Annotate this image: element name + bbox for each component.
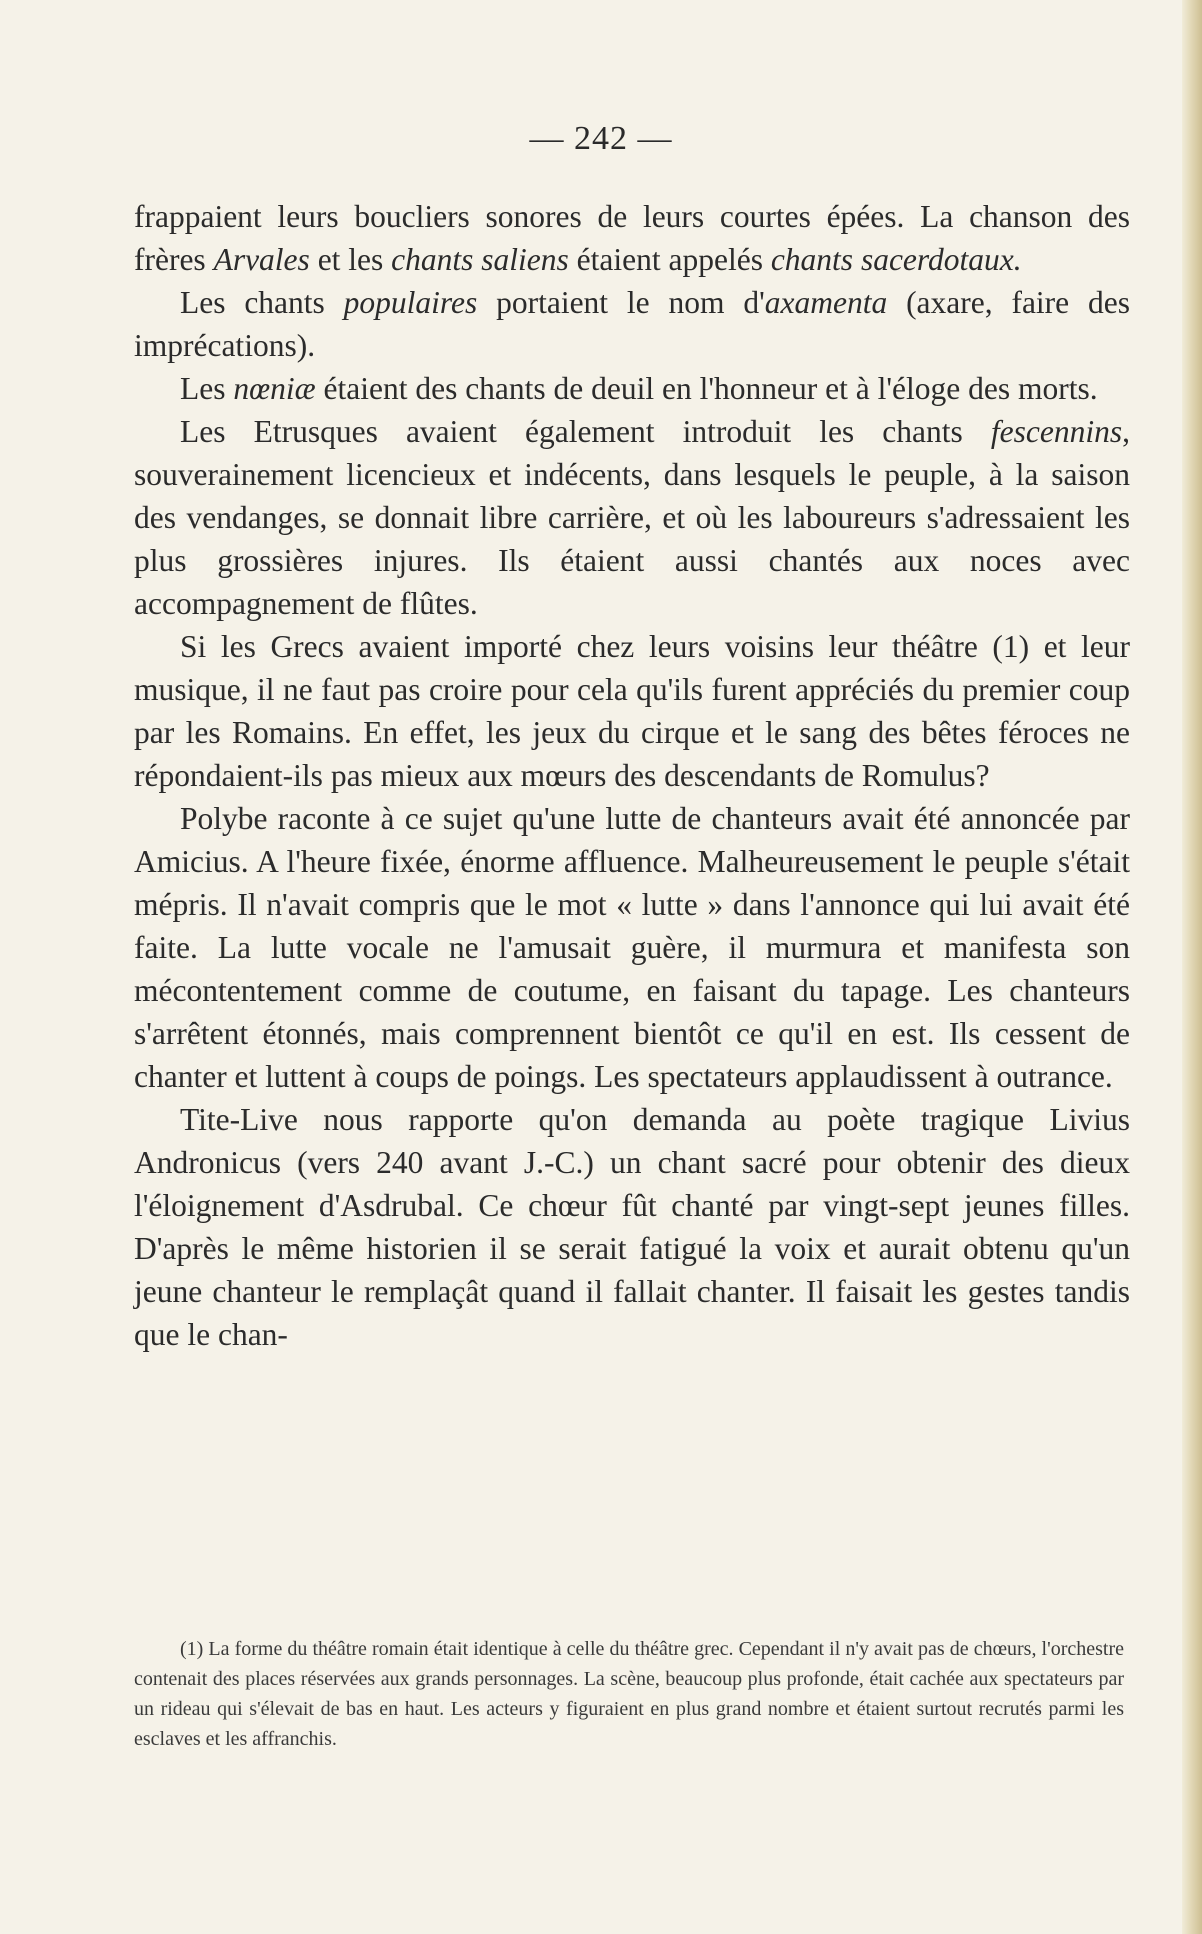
italic-term: chants saliens	[391, 242, 569, 277]
paragraph	[134, 1098, 1130, 1356]
text-run: Polybe raconte à ce sujet qu'une lutte de chanteurs avait été annoncée par Amicius. A l'heure fixée, énorme affluence. Malheureusement le peuple s'était mépris. Il n'avait compris que le mot « lutte » dans l'annonce qui lui avait été faite. La lutte vocale ne l'amusait guère, il murmura et manifesta son mécontentement comme de coutume, en faisant du tapage. Les chanteurs s'arrêtent étonnés, mais comprennent bientôt ce qu'il en est. Ils cessent de chanter et luttent à coups de poings. Les spectateurs applaudissent à outrance.	[134, 801, 1130, 1094]
text-run: Les chants	[180, 285, 344, 320]
text-run: Les	[180, 371, 234, 406]
text-run: étaient des chants de deuil en l'honneur et à l'éloge des morts.	[315, 371, 1098, 406]
italic-term: nœniæ	[233, 371, 316, 406]
text-run: et les	[309, 242, 392, 277]
text-run: , souverainement licencieux et indécents, dans lesquels le peuple, à la saison des vendanges, se donnait libre carrière, et où les laboureurs s'adressaient les plus grossières injures. Ils étaient aussi chantés aux noces avec accompagnement de flûtes.	[134, 414, 1130, 621]
text-run: portaient le nom d'	[477, 285, 765, 320]
paragraph	[134, 410, 1130, 625]
italic-term: populaires	[343, 285, 478, 320]
text-run: étaient appelés	[568, 242, 771, 277]
text-run: Tite-Live nous rapporte qu'on demanda au poète tragique Livius Andronicus (vers 240 avant J.-C.) un chant sacré pour obtenir des dieux l'éloignement d'Asdrubal. Ce chœur fût chanté par vingt-sept jeunes filles. D'après le même historien il se serait fatigué la voix et aurait obtenu qu'un jeune chanteur le remplaçât quand il fallait chanter. Il faisait les gestes tandis que le chan-	[134, 1102, 1130, 1352]
paragraph	[134, 281, 1130, 367]
italic-term: fescennins	[990, 414, 1123, 449]
text-run: (axare, faire des imprécations).	[134, 285, 1130, 363]
italic-term: chants sacerdotaux.	[770, 242, 1022, 277]
paragraph	[134, 797, 1130, 1098]
main-text	[134, 195, 1130, 1356]
text-run: frappaient leurs boucliers sonores de leurs courtes épées. La chanson des frères	[134, 199, 1130, 277]
page-number: — 242 —	[529, 120, 673, 157]
text-run: Les Etrusques avaient également introduit les chants	[180, 414, 991, 449]
page-edge	[1182, 0, 1202, 1934]
footnote: (1) La forme du théâtre romain était identique à celle du théâtre grec. Cependant il n'y avait pas de chœurs, l'orchestre contenait des places réservées aux grands personnages. La scène, beaucoup plus profonde, était cachée aux spectateurs par un rideau qui s'élevait de bas en haut. Les acteurs y figuraient en plus grand nombre et étaient surtout recrutés parmi les esclaves et les affranchis.	[134, 1638, 1124, 1750]
italic-term: Arvales	[213, 242, 310, 277]
italic-term: axamenta	[764, 285, 888, 320]
paragraph	[134, 625, 1130, 797]
paragraph	[134, 195, 1130, 281]
paragraph	[134, 367, 1130, 410]
text-run: Si les Grecs avaient importé chez leurs voisins leur théâtre (1) et leur musique, il ne faut pas croire pour cela qu'ils furent appréciés du premier coup par les Romains. En effet, les jeux du cirque et le sang des bêtes féroces ne répondaient-ils pas mieux aux mœurs des descendants de Romulus?	[134, 629, 1130, 793]
